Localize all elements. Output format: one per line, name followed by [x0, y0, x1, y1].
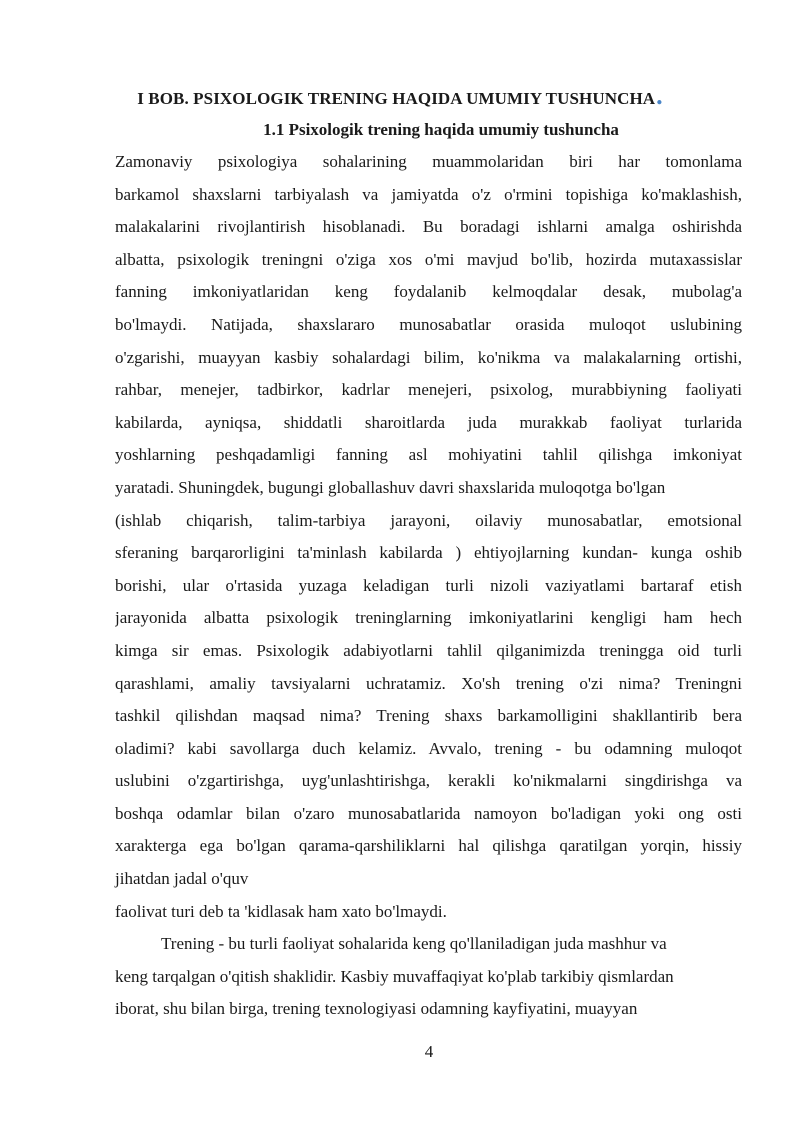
text-line: barkamol shaxslarni tarbiyalash va jamiyatda o'z o'rmini topishiga ko'maklashish, [115, 184, 742, 204]
text-line: tashkil qilishdan maqsad nima? Trening shaxs barkamolligini shakllantirib bera [115, 706, 742, 726]
text-line: jarayonida albatta psixologik treninglarning imkoniyatlarini kengligi ham hech [115, 608, 742, 628]
text-line: xarakterga ega bo'lgan qarama-qarshiliklarni hal qilishga qaratilgan yorqin, hissiy [115, 836, 742, 856]
text-line: fanning imkoniyatlaridan keng foydalanib kelmoqdalar desak, mubolag'a [115, 282, 742, 302]
text-line: rahbar, menejer, tadbirkor, kadrlar menejeri, psixolog, murabbiyning faoliyati [115, 380, 742, 400]
text-line: Zamonaviy psixologiya sohalarining muammolaridan biri har tomonlama [115, 152, 742, 171]
chapter-title [0, 81, 800, 110]
page-number: 4 [424, 1042, 434, 1061]
text-line: oladimi? kabi savollarga duch kelamiz. Avvalo, trening - bu odamning muloqot [115, 738, 742, 758]
text-line: (ishlab chiqarish, talim-tarbiya jarayoni, oilaviy munosabatlar, emotsional [115, 510, 742, 530]
text-line: uslubini o'zgartirishga, uyg'unlashtirishga, kerakli ko'nikmalarni singdirishga va [115, 771, 742, 791]
text-line: keng tarqalgan o'qitish shaklidir. Kasbiy muvaffaqiyat ko'plab tarkibiy qismlardan [115, 966, 674, 986]
text-line: bo'lmaydi. Natijada, shaxslararo munosabatlar orasida muloqot uslubining [115, 314, 742, 334]
text-line: albatta, psixologik treningni o'ziga xos o'mi mavjud bo'lib, hozirda mutaxassislar [115, 249, 742, 269]
text-line: faolivat turi deb ta 'kidlasak ham xato bo'lmaydi. [115, 901, 447, 921]
paragraph-1 [115, 146, 742, 928]
chapter-title-text: I BOB. PSIXOLOGIK TRENING HAQIDA UMUMIY TUSHUNCHA [137, 89, 656, 108]
section-title: 1.1 Psixologik trening haqida umumiy tushuncha [263, 120, 619, 139]
text-line: sferaning barqarorligini ta'minlash kabilarda ) ehtiyojlarning kundan- kunga oshib [115, 543, 742, 563]
text-line: qarashlami, amaliy tavsiyalarni uchratamiz. Xo'sh trening o'zi nima? Treningni [115, 673, 742, 693]
text-line: jihatdan jadal o'quv [115, 869, 249, 889]
text-line: yaratadi. Shuningdek, bugungi globallashuv davri shaxslarida muloqotga bo'lgan [115, 477, 666, 497]
chapter-title-mark: . [656, 81, 663, 110]
text-line: kimga sir emas. Psixologik adabiyotlarni tahlil qilganimizda treningga oid turli [115, 640, 742, 660]
text-line: iborat, shu bilan birga, trening texnologiyasi odamning kayfiyatini, muayyan [115, 999, 638, 1019]
text-line: o'zgarishi, muayyan kasbiy sohalardagi bilim, ko'nikma va malakalarning ortishi, [115, 347, 742, 367]
text-line: borishi, ular o'rtasida yuzaga keladigan turli nizoli vaziyatlami bartaraf etish [115, 575, 742, 595]
text-line: kabilarda, ayniqsa, shiddatli sharoitlarda juda murakkab faoliyat turlarida [115, 412, 742, 432]
text-line: Trening - bu turli faoliyat sohalarida keng qo'llaniladigan juda mashhur va [161, 934, 667, 953]
text-line: malakalarini rivojlantirish hisoblanadi. Bu boradagi ishlarni amalga oshirishda [115, 217, 742, 237]
paragraph-2 [115, 928, 742, 1026]
text-line: yoshlarning peshqadamligi fanning asl mohiyatini tahlil qilishga imkoniyat [115, 445, 742, 465]
text-line: boshqa odamlar bilan o'zaro munosabatlarida namoyon bo'ladigan yoki ong osti [115, 803, 742, 823]
